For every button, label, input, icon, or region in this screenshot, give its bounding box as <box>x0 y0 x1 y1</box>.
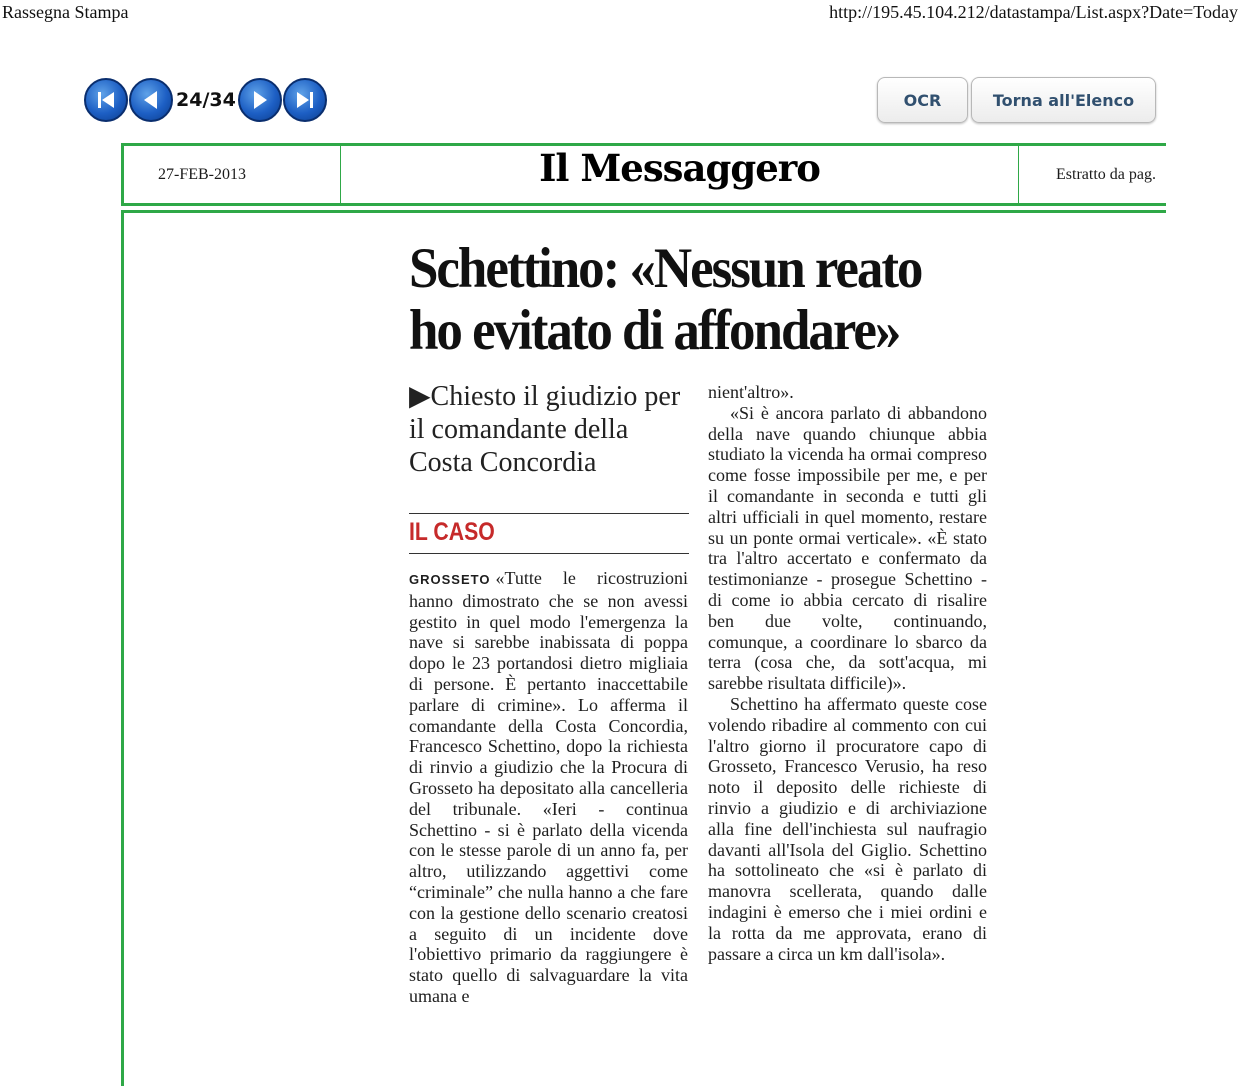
divider <box>409 513 689 514</box>
last-page-button[interactable] <box>283 78 327 122</box>
newspaper-logo <box>341 146 1019 203</box>
first-page-button[interactable] <box>84 78 128 122</box>
skip-last-icon <box>292 87 318 113</box>
article-paragraph: «Si è ancora parlato di abbandono della nave quando chiunque abbia studiato la vicenda ha ormai compreso come fosse impossibile per me, e per il comandante in seconda e tutti gli altri ufficiali in quel momento, restare su un ponte ormai verticale». «È stato tra l'altro accertato e confermato da testimonianze - prosegue Schettino - di come io abbia cercato di risalire ben due volte, continuando, comunque, a coordinare lo sbarco da terra (cosa che, da sott'acqua, mi sarebbe risultata difficile)». <box>708 402 987 694</box>
clipping-date: 27-FEB-2013 <box>124 146 341 203</box>
skip-first-icon <box>93 87 119 113</box>
article-paragraph: «Tutte le ricostruzioni hanno dimostrato che se non avessi gestito in quel modo l'emergenza la nave si sarebbe inabissata di poppa dopo le 23 portandosi dietro migliaia di persone. È pertanto inaccettabile parlare di crimine». Lo afferma il comandante della Costa Concordia, Francesco Schettino, dopo la richiesta di rinvio a giudizio che la Procura di Grosseto ha depositato alla cancelleria del tribunale. «Ieri - continua Schettino - si è parlato della vicenda con le stesse parole di un anno fa, per altro, utilizzando aggettivi come “criminale” che nulla hanno a che fare con la gestione dello scenario creatosi a seguito di un incidente dove l'obiettivo primario da raggiungere è stato quello di salvaguardare la vita umana e <box>409 568 688 1006</box>
page-counter: 24/34 <box>176 89 236 111</box>
subhead-text: Chiesto il giudizio per il comandante della Costa Concordia <box>409 381 681 478</box>
page-url: http://195.45.104.212/datastampa/List.aspx?Date=Today <box>829 2 1238 22</box>
page-navigation <box>84 76 328 124</box>
article-column-2 <box>708 382 987 964</box>
next-page-button[interactable] <box>238 78 282 122</box>
triangle-bullet-icon: ▶ <box>409 381 431 412</box>
article-paragraph: Schettino ha affermato queste cose volendo ribadire al commento con cui l'altro giorno il procuratore capo di Grosseto, Francesco Verusio, ha reso noto il deposito delle richieste di rinvio a giudizio e di archiviazione alla fine dell'inchiesta sul naufragio davanti all'Isola del Giglio. Schettino ha sottolineato che «si è parlato di manovra scellerata, quando dalle indagini è emerso che i miei ordini e la rotta da me approvata, erano di passare a circa un km dall'isola». <box>708 693 987 964</box>
extract-page-label: Estratto da pag. <box>1056 165 1156 183</box>
newspaper-name: Il Messaggero <box>539 146 820 190</box>
article-dateline: GROSSETO <box>409 572 491 587</box>
article-column-1 <box>409 568 688 1007</box>
article-kicker: IL CASO <box>409 518 495 546</box>
ocr-button[interactable]: OCR <box>877 77 968 123</box>
clipping-header <box>121 143 1166 206</box>
divider <box>409 553 689 554</box>
article-headline: Schettino: «Nessun reato ho evitato di affondare» <box>409 237 922 362</box>
back-to-list-button[interactable]: Torna all'Elenco <box>971 77 1156 123</box>
arrow-left-icon <box>138 87 164 113</box>
page-title: Rassegna Stampa <box>2 2 129 22</box>
arrow-right-icon <box>247 87 273 113</box>
article-subhead <box>409 380 694 479</box>
previous-page-button[interactable] <box>129 78 173 122</box>
article-paragraph: nient'altro». <box>708 382 794 402</box>
